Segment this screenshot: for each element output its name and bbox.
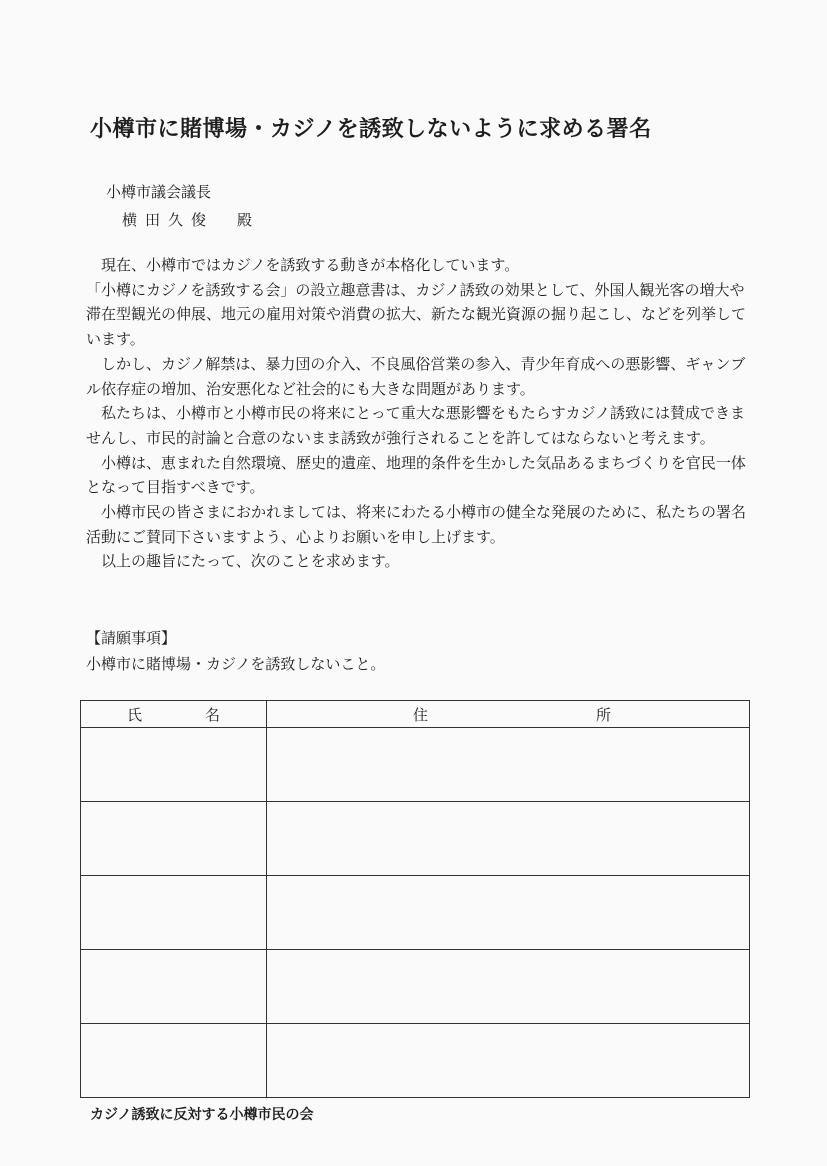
name-field[interactable] [81,728,267,802]
signature-row [81,1024,750,1098]
address-header-char: 所 [595,705,611,724]
signature-row [81,728,750,802]
address-field[interactable] [267,950,750,1024]
body-paragraph: 私たちは、小樽市と小樽市民の将来にとって重大な悪影響をもたらすカジノ誘致には賛成できませんし、市民的討論と合意のないまま誘致が強行されることを許してはならないと考えます。 [86,404,745,447]
address-field[interactable] [267,728,750,802]
body-paragraph: 現在、小樽市ではカジノを誘致する動きが本格化しています。 [101,256,520,274]
organization-name: カジノ誘致に反対する小樽市民の会 [90,1107,314,1123]
signature-row [81,876,750,950]
name-field[interactable] [81,1024,267,1098]
addressee-office: 小樽市議会議長 [106,183,212,201]
address-field[interactable] [267,1024,750,1098]
petition-title: 小樽市に賭博場・カジノを誘致しないように求める署名 [90,117,652,142]
name-header-char: 名 [204,705,220,724]
name-header-char: 氏 [127,705,143,724]
addressee-name: 横田久俊 殿 [122,211,261,229]
body-paragraph: 小樽市民の皆さまにおかれましては、将来にわたる小樽市の健全な発展のために、私たちの署名活動にご賛同下さいますよう、心よりお願いを申し上げます。 [86,503,747,546]
signature-row [81,802,750,876]
body-paragraph: 「小樽にカジノを誘致する会」の設立趣意書は、カジノ誘致の効果として、外国人観光客の増大や滞在型観光の伸展、地元の雇用対策や消費の拡大、新たな観光資源の掘り起こし、などを列挙しています。 [86,280,747,349]
address-field[interactable] [267,802,750,876]
body-paragraph: 以上の趣旨にたって、次のことを求めます。 [101,552,400,571]
body-paragraph: しかし、カジノ解禁は、暴力団の介入、不良風俗営業の参入、青少年育成への悪影響、ギャンブル依存症の増加、治安悪化など社会的にも大きな問題があります。 [86,354,746,398]
signature-row [81,950,750,1024]
address-header-char: 住 [413,705,429,724]
name-column-header [81,701,267,728]
signature-table-header [81,701,750,728]
signature-table [80,700,750,1098]
address-field[interactable] [267,876,750,950]
name-field[interactable] [81,802,267,876]
petition-items-heading: 【請願事項】 [86,629,177,647]
petition-body [86,253,758,574]
addressee-block [106,178,260,234]
address-column-header [267,701,750,728]
petition-request: 小樽市に賭博場・カジノを誘致しないこと。 [86,655,386,673]
name-field[interactable] [81,876,267,950]
name-field[interactable] [81,950,267,1024]
body-paragraph: 小樽は、恵まれた自然環境、歴史的遺産、地理的条件を生かした気品あるまちづくりを官民一体となって目指すべきです。 [86,453,746,497]
